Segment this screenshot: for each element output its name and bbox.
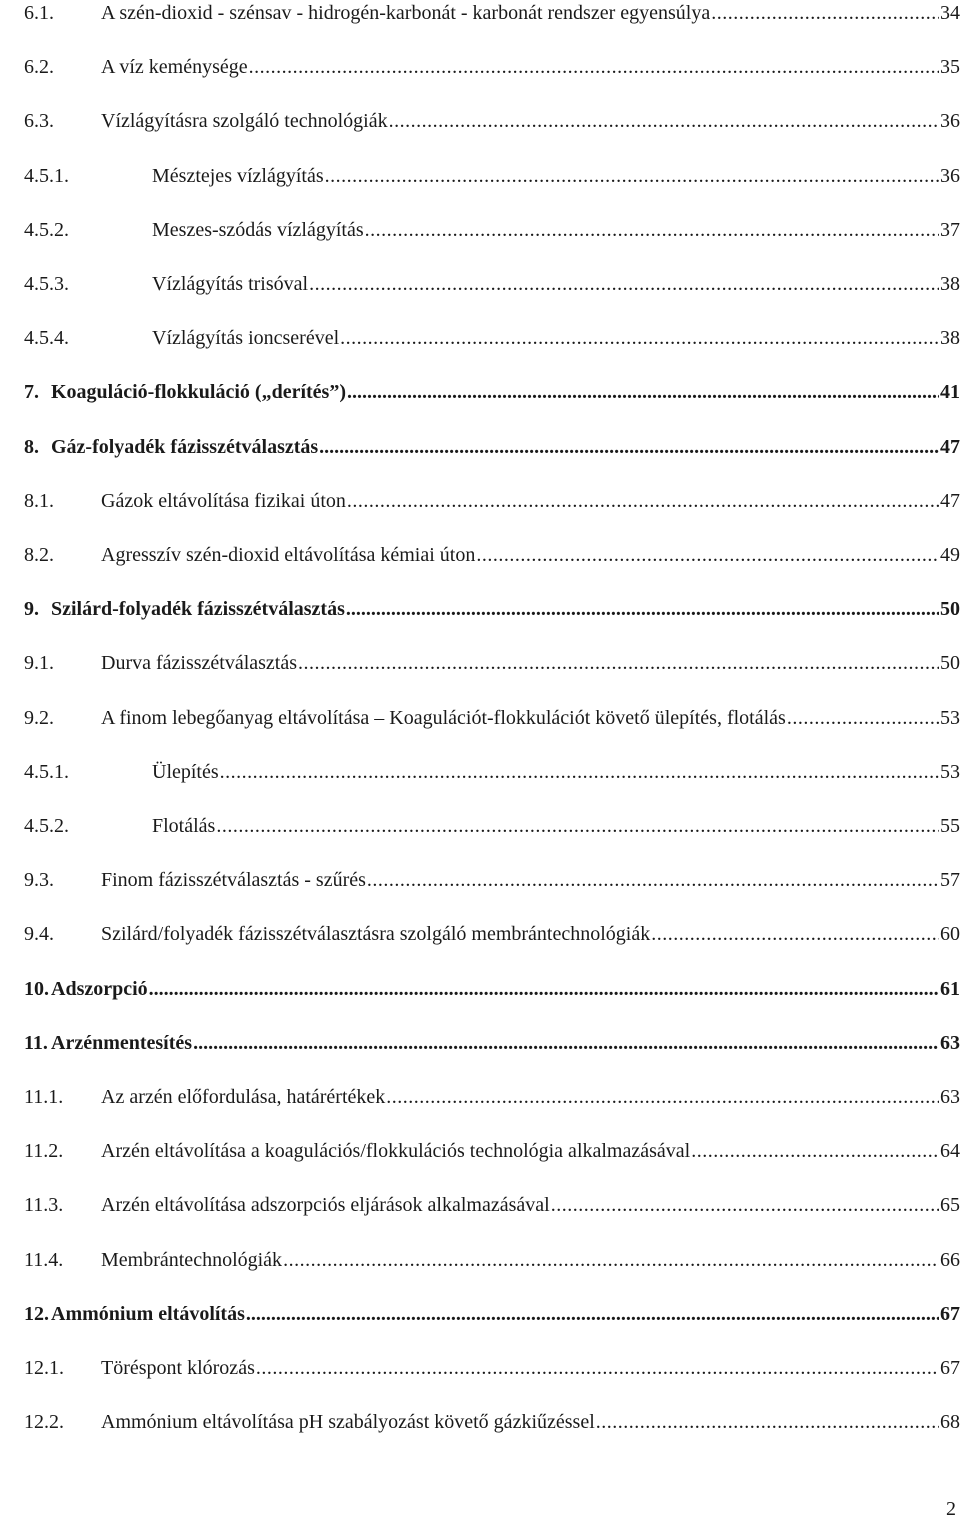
toc-entry-number: 9.4. xyxy=(24,923,54,946)
toc-entry-page: 60 xyxy=(940,923,960,946)
toc-entry-number: 9. xyxy=(24,598,39,621)
toc-entry-number: 8. xyxy=(24,435,39,458)
toc-entry-number: 4.5.2. xyxy=(24,815,69,837)
toc-entry[interactable] xyxy=(24,269,960,299)
toc-entry-page: 55 xyxy=(940,815,960,837)
toc-entry-number: 4.5.1. xyxy=(24,760,69,783)
toc-entry-page: 57 xyxy=(940,869,960,892)
toc-entry-title: Agresszív szén-dioxid eltávolítása kémiai úton xyxy=(101,544,476,566)
toc-entry-number: 12. xyxy=(24,1302,49,1325)
toc-entry-title: Töréspont klórozás xyxy=(101,1357,255,1379)
toc-entry[interactable] xyxy=(24,1136,960,1166)
toc-entry-number: 4.5.1. xyxy=(24,164,69,187)
toc-entry-title: A víz keménysége xyxy=(101,56,248,79)
toc-entry[interactable] xyxy=(24,1299,960,1329)
toc-entry-number: 6.3. xyxy=(24,110,54,133)
toc-entry-title: Ülepítés xyxy=(152,760,219,783)
toc-entry-number: 8.1. xyxy=(24,489,54,512)
toc-entry-title: Ammónium eltávolítása pH szabályozást követő gázkiűzéssel xyxy=(101,1411,595,1434)
toc-entry-number: 11.3. xyxy=(24,1194,64,1217)
toc-entry[interactable] xyxy=(24,1028,960,1058)
toc-leader-dots xyxy=(149,974,939,1004)
toc-entry-title: Finom fázisszétválasztás - szűrés xyxy=(101,869,366,892)
toc-leader-dots xyxy=(298,648,939,678)
toc-leader-dots xyxy=(325,161,939,191)
toc-entry-title: Arzén eltávolítása adszorpciós eljárások alkalmazásával xyxy=(101,1194,550,1217)
toc-entry-title: Gázok eltávolítása fizikai úton xyxy=(101,489,346,512)
toc-entry-page: 63 xyxy=(940,1086,960,1108)
toc-entry-number: 9.3. xyxy=(24,869,54,892)
toc-entry-page: 53 xyxy=(940,760,960,783)
toc-entry[interactable] xyxy=(24,974,960,1004)
toc-entry-number: 11.2. xyxy=(24,1140,64,1163)
toc-leader-dots xyxy=(216,811,939,841)
toc-entry-page: 47 xyxy=(940,435,960,458)
toc-entry[interactable] xyxy=(24,540,960,570)
toc-entry-page: 36 xyxy=(940,110,960,133)
toc-entry-page: 50 xyxy=(940,652,960,675)
toc-entry[interactable] xyxy=(24,161,960,191)
toc-entry[interactable] xyxy=(24,703,960,733)
toc-leader-dots xyxy=(246,1299,939,1329)
toc-leader-dots xyxy=(711,0,939,28)
toc-entry[interactable] xyxy=(24,1190,960,1220)
toc-leader-dots xyxy=(340,323,939,353)
toc-entry-number: 12.2. xyxy=(24,1411,64,1434)
toc-leader-dots xyxy=(319,432,939,462)
toc-leader-dots xyxy=(389,106,939,136)
toc-entry-number: 6.1. xyxy=(24,2,54,24)
toc-entry-title: Arzénmentesítés xyxy=(51,1031,193,1054)
toc-entry-title: Vízlágyításra szolgáló technológiák xyxy=(101,110,388,133)
toc-entry-number: 8.2. xyxy=(24,544,54,566)
toc-entry-page: 53 xyxy=(940,706,960,729)
toc-entry[interactable] xyxy=(24,1353,960,1383)
toc-leader-dots xyxy=(283,1245,939,1275)
toc-entry[interactable] xyxy=(24,432,960,462)
toc-entry[interactable] xyxy=(24,106,960,136)
toc-entry-number: 4.5.4. xyxy=(24,327,69,350)
toc-entry-page: 37 xyxy=(940,218,960,241)
toc-entry[interactable] xyxy=(24,648,960,678)
toc-entry-title: Membrántechnológiák xyxy=(101,1248,283,1271)
toc-entry-page: 38 xyxy=(940,327,960,350)
toc-entry[interactable] xyxy=(24,594,960,624)
toc-entry-number: 4.5.3. xyxy=(24,273,69,295)
toc-entry[interactable] xyxy=(24,215,960,245)
toc-entry-page: 35 xyxy=(940,56,960,79)
toc-entry-page: 68 xyxy=(940,1411,960,1434)
toc-entry-title: Adszorpció xyxy=(51,977,148,1000)
toc-entry-page: 34 xyxy=(940,2,960,24)
toc-entry-title: Meszes-szódás vízlágyítás xyxy=(152,218,364,241)
toc-entry[interactable] xyxy=(24,811,960,841)
toc-leader-dots xyxy=(365,215,939,245)
toc-entry-page: 66 xyxy=(940,1248,960,1271)
toc-entry[interactable] xyxy=(24,1082,960,1112)
toc-leader-dots xyxy=(367,865,939,895)
toc-entry-title: Szilárd/folyadék fázisszétválasztásra szolgáló membrántechnológiák xyxy=(101,923,651,946)
toc-entry-page: 65 xyxy=(940,1194,960,1217)
toc-entry-number: 4.5.2. xyxy=(24,218,69,241)
toc-entry-number: 9.1. xyxy=(24,652,54,675)
toc-entry[interactable] xyxy=(24,1245,960,1275)
toc-entry-title: Vízlágyítás ioncserével xyxy=(152,327,340,350)
toc-entry-page: 67 xyxy=(940,1357,960,1379)
toc-leader-dots xyxy=(256,1353,939,1383)
toc-entry-page: 36 xyxy=(940,164,960,187)
toc-leader-dots xyxy=(476,540,939,570)
toc-entry-number: 12.1. xyxy=(24,1357,64,1379)
toc-entry-number: 10. xyxy=(24,977,49,1000)
toc-leader-dots xyxy=(787,703,939,733)
toc-entry-page: 67 xyxy=(940,1302,960,1325)
toc-entry-page: 64 xyxy=(940,1140,960,1163)
toc-entry-page: 38 xyxy=(940,273,960,295)
toc-leader-dots xyxy=(651,919,939,949)
toc-entry-page: 41 xyxy=(940,381,960,404)
toc-entry-number: 11.1. xyxy=(24,1086,64,1108)
toc-entry-title: Vízlágyítás trisóval xyxy=(152,273,309,295)
toc-entry-title: Ammónium eltávolítás xyxy=(51,1302,245,1325)
toc-entry-number: 7. xyxy=(24,381,39,404)
toc-entry-page: 49 xyxy=(940,544,960,566)
toc-entry-title: A finom lebegőanyag eltávolítása – Koagulációt-flokkulációt követő ülepítés, flotálás xyxy=(101,706,786,729)
toc-entry[interactable] xyxy=(24,919,960,949)
toc-leader-dots xyxy=(220,757,939,787)
toc-leader-dots xyxy=(309,269,939,299)
toc-entry[interactable] xyxy=(24,0,960,28)
toc-entry[interactable] xyxy=(24,52,960,82)
toc-entry-page: 63 xyxy=(940,1031,960,1054)
toc-entry[interactable] xyxy=(24,1407,960,1437)
toc-entry-number: 11.4. xyxy=(24,1248,64,1271)
toc-entry-title: Flotálás xyxy=(152,815,216,837)
toc-entry-title: Durva fázisszétválasztás xyxy=(101,652,298,675)
toc-entry-title: Az arzén előfordulása, határértékek xyxy=(101,1086,386,1108)
toc-entry[interactable] xyxy=(24,377,960,407)
toc-entry-title: Mésztejes vízlágyítás xyxy=(152,164,324,187)
toc-entry-page: 47 xyxy=(940,489,960,512)
toc-leader-dots xyxy=(346,594,939,624)
toc-entry-page: 61 xyxy=(940,977,960,1000)
toc-leader-dots xyxy=(347,377,939,407)
toc-entry[interactable] xyxy=(24,865,960,895)
toc-leader-dots xyxy=(551,1190,939,1220)
toc-entry-title: Szilárd-folyadék fázisszétválasztás xyxy=(51,598,345,621)
toc-entry-title: A szén-dioxid - szénsav - hidrogén-karbonát - karbonát rendszer egyensúlya xyxy=(101,2,711,24)
toc-entry[interactable] xyxy=(24,486,960,516)
toc-entry-title: Arzén eltávolítása a koagulációs/flokkulációs technológia alkalmazásával xyxy=(101,1140,691,1163)
toc-entry-number: 6.2. xyxy=(24,56,54,79)
toc-entry[interactable] xyxy=(24,323,960,353)
toc-entry-page: 50 xyxy=(940,598,960,621)
toc-entry[interactable] xyxy=(24,757,960,787)
toc-entry-title: Gáz-folyadék fázisszétválasztás xyxy=(51,435,319,458)
toc-leader-dots xyxy=(347,486,939,516)
toc-leader-dots xyxy=(193,1028,939,1058)
toc-entry-number: 11. xyxy=(24,1031,48,1054)
toc-leader-dots xyxy=(249,52,939,82)
toc-entry-number: 9.2. xyxy=(24,706,54,729)
toc-leader-dots xyxy=(386,1082,939,1112)
page-number: 2 xyxy=(946,1498,956,1520)
toc-leader-dots xyxy=(596,1407,939,1437)
toc-leader-dots xyxy=(691,1136,939,1166)
toc-entry-title: Koaguláció-flokkuláció („derítés”) xyxy=(51,381,346,404)
